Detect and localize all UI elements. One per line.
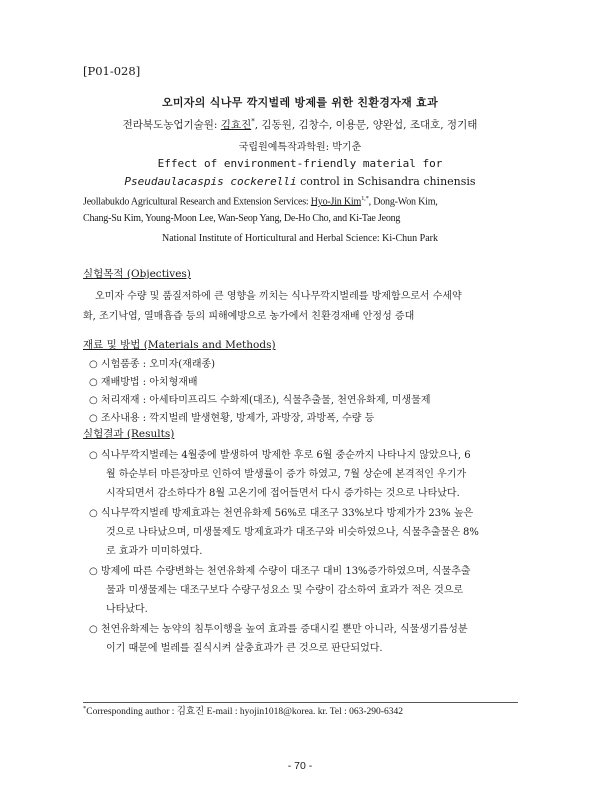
objectives-heading <box>83 266 191 281</box>
korean-affiliation-label: 전라북도농업기술원: <box>122 119 221 131</box>
methods-heading-en: (Materials and Methods) <box>140 339 276 351</box>
corresponding-author-name-en: Hyo-Jin Kim <box>310 196 362 208</box>
methods-item: ○ 처리재재 : 아세타미프리드 수화제(대조), 식물추출물, 천연유화제, 미생물제 <box>89 395 431 406</box>
english-affiliation-line1 <box>83 195 438 207</box>
footnote-text: Corresponding author : 김효진 E-mail : hyojin1018@korea. kr. Tel : 063-290-6342 <box>86 707 403 717</box>
results-bullet: ○ 식나무깍지벌레는 4월중에 발생하여 방제한 후로 6월 중순까지 나타나지 않았으나, 6 <box>89 450 471 461</box>
objectives-heading-en: (Objectives) <box>123 268 191 280</box>
methods-item-text: 조사내용 : 깍지벌레 발생현황, 방제가, 과방장, 과방폭, 수량 등 <box>100 413 375 424</box>
results-line: 식나무깍지벌레 방제효과는 천연유화제 56%로 대조구 33%보다 방제가가 23% 높은 <box>100 508 474 519</box>
korean-authors <box>0 117 600 132</box>
results-line: 방제에 따른 수량변화는 천연유화제 수량이 대조구 대비 13%증가하였으며, 식물추출 <box>100 566 471 577</box>
methods-item-text: 시험품종 : 오미자(재래종) <box>100 359 216 370</box>
results-bullet: ○ 방제에 따른 수량변화는 천연유화제 수량이 대조구 대비 13%증가하였으며, 식물추출 <box>89 566 471 577</box>
english-title-rest: control in Schisandra chinensis <box>296 175 476 188</box>
methods-item-text: 재배방법 : 아치형재배 <box>100 377 198 388</box>
results-line: 물과 미생물제는 대조구보다 수량구성요소 및 수량이 감소하여 효과가 적은 것으로 <box>106 585 464 596</box>
results-bullet: ○ 식나무깍지벌레 방제효과는 천연유화제 56%로 대조구 33%보다 방제가가 23% 높은 <box>89 508 474 519</box>
objectives-line: 화, 조기낙엽, 열매흡즙 등의 피해예방으로 농가에서 친환경재배 안정성 증대 <box>83 311 415 322</box>
results-line: 시작되면서 감소하다가 8월 고온기에 접어들면서 다시 증가하는 것으로 나타났다. <box>106 488 460 499</box>
corresponding-mark: * <box>251 117 255 126</box>
english-corresponding-mark: 1,* <box>361 195 369 202</box>
methods-heading-ko: 재료 및 방법 <box>83 339 141 351</box>
english-affiliation-line2: Chang-Su Kim, Young-Moon Lee, Wan-Seop Yang, De-Ho Cho, and Ki-Tae Jeong <box>83 213 401 224</box>
methods-item-text: 처리재재 : 아세타미프리드 수화제(대조), 식물추출물, 천연유화제, 미생물제 <box>100 395 431 406</box>
korean-second-affiliation: 국립원예특작과학원: 박기춘 <box>238 142 362 153</box>
english-title-line2 <box>0 175 600 188</box>
korean-coauthors: , 김동원, 김창수, 이용문, 양완섭, 조대호, 정기태 <box>254 119 478 131</box>
objectives-line: 오미자 수량 및 품질저하에 큰 영향을 끼치는 식나무깍지벌레를 방제함으로서 수세약 <box>95 291 462 302</box>
results-line: 월 하순부터 마른장마로 인하여 발생률이 증가 하였고, 7월 상순에 본격적인 우기가 <box>106 469 467 480</box>
methods-item: ○ 조사내용 : 깍지벌레 발생현황, 방제가, 과방장, 과방폭, 수량 등 <box>89 413 375 424</box>
methods-heading <box>83 337 276 352</box>
korean-title: 오미자의 식나무 깍지벌레 방제를 위한 친환경자재 효과 <box>161 96 439 109</box>
results-line: 식나무깍지벌레는 4월중에 발생하여 방제한 후로 6월 중순까지 나타나지 않았으나, 6 <box>100 450 471 461</box>
objectives-heading-ko: 실험목적 <box>83 268 124 280</box>
methods-item: ○ 시험품종 : 오미자(재래종) <box>89 359 216 370</box>
results-line: 로 효과가 미미하였다. <box>106 546 203 557</box>
results-heading-ko: 실험결과 <box>83 428 124 440</box>
abstract-code: [P01-028] <box>83 64 141 78</box>
results-heading <box>83 426 174 441</box>
corresponding-author-name-ko: 김효진 <box>220 119 252 131</box>
english-second-affiliation: National Institute of Horticultural and Herbal Science: Ki-Chun Park <box>161 233 439 244</box>
methods-item: ○ 재배방법 : 아치형재배 <box>89 377 198 388</box>
page-number: - 70 - <box>287 760 313 772</box>
footnote <box>83 703 403 717</box>
results-heading-en: (Results) <box>123 428 175 440</box>
english-coauthor-first: , Dong-Won Kim, <box>368 196 438 208</box>
species-name: Pseudaulacaspis cockerelli <box>124 175 297 188</box>
results-bullet: ○ 천연유화제는 농약의 침투이행을 높여 효과를 증대시킬 뿐만 아니라, 식물생기름성분 <box>89 624 468 635</box>
results-line: 나타났다. <box>106 604 148 615</box>
results-line: 것으로 나타났으며, 미생물제도 방제효과가 대조구와 비슷하였으나, 식물추출물은 8% <box>106 527 479 538</box>
results-line: 천연유화제는 농약의 침투이행을 높여 효과를 증대시킬 뿐만 아니라, 식물생기름성분 <box>100 624 468 635</box>
english-affiliation-label: Jeollabukdo Agricultural Research and Extension Services: <box>83 196 311 208</box>
results-line: 이기 때문에 벌레를 질식시켜 살충효과가 큰 것으로 판단되었다. <box>106 643 383 654</box>
footnote-mark: * <box>83 704 87 712</box>
english-title-line1: Effect of environment-friendly material for <box>157 157 443 170</box>
